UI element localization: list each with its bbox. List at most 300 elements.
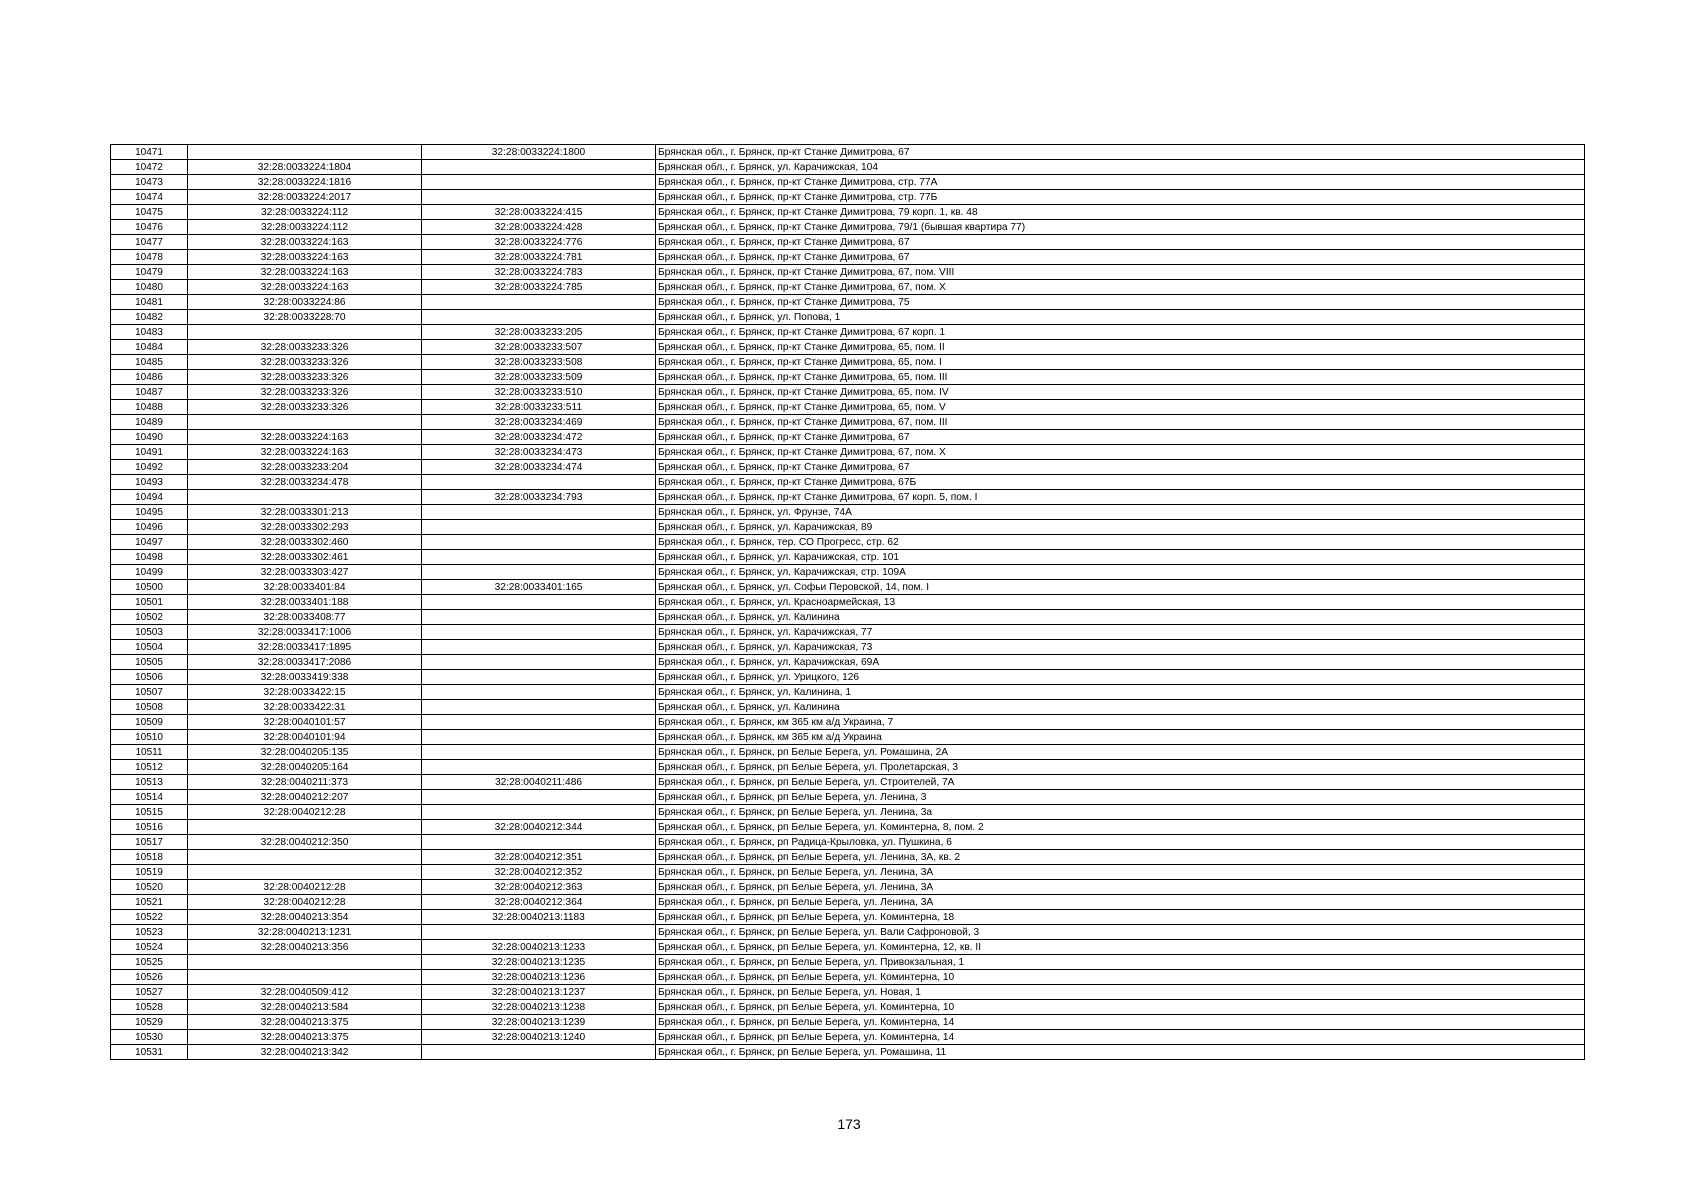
row-number-cell: 10529	[111, 1015, 188, 1030]
row-number-cell: 10519	[111, 865, 188, 880]
table-row	[111, 865, 1585, 880]
land-cadastral-number-cell: 32:28:0033224:163	[188, 430, 422, 445]
land-cadastral-number-cell	[188, 145, 422, 160]
object-cadastral-number-cell: 32:28:0040213:1239	[422, 1015, 656, 1030]
object-cadastral-number-cell	[422, 535, 656, 550]
row-number-cell: 10478	[111, 250, 188, 265]
land-cadastral-number-cell: 32:28:0033422:31	[188, 700, 422, 715]
row-number-cell: 10480	[111, 280, 188, 295]
row-number-cell: 10477	[111, 235, 188, 250]
address-cell: Брянская обл., г. Брянск, рп Белые Берега, ул. Коминтерна, 8, пом. 2	[656, 820, 1585, 835]
row-number-cell: 10476	[111, 220, 188, 235]
object-cadastral-number-cell: 32:28:0040213:1238	[422, 1000, 656, 1015]
table-row	[111, 580, 1585, 595]
address-cell: Брянская обл., г. Брянск, ул. Карачижская, стр. 101	[656, 550, 1585, 565]
table-row	[111, 940, 1585, 955]
row-number-cell: 10483	[111, 325, 188, 340]
address-cell: Брянская обл., г. Брянск, рп Белые Берега, ул. Ленина, 3	[656, 790, 1585, 805]
land-cadastral-number-cell: 32:28:0033224:163	[188, 445, 422, 460]
object-cadastral-number-cell: 32:28:0033224:1800	[422, 145, 656, 160]
object-cadastral-number-cell: 32:28:0033233:511	[422, 400, 656, 415]
land-cadastral-number-cell: 32:28:0040213:584	[188, 1000, 422, 1015]
row-number-cell: 10515	[111, 805, 188, 820]
table-row	[111, 355, 1585, 370]
address-cell: Брянская обл., г. Брянск, рп Белые Берега, ул. Коминтерна, 10	[656, 1000, 1585, 1015]
object-cadastral-number-cell	[422, 655, 656, 670]
row-number-cell: 10475	[111, 205, 188, 220]
address-cell: Брянская обл., г. Брянск, км 365 км а/д Украина, 7	[656, 715, 1585, 730]
table-row	[111, 475, 1585, 490]
row-number-cell: 10509	[111, 715, 188, 730]
address-cell: Брянская обл., г. Брянск, пр-кт Станке Димитрова, 67, пом. X	[656, 445, 1585, 460]
table-row	[111, 1015, 1585, 1030]
row-number-cell: 10497	[111, 535, 188, 550]
address-cell: Брянская обл., г. Брянск, рп Белые Берега, ул. Вали Сафроновой, 3	[656, 925, 1585, 940]
land-cadastral-number-cell: 32:28:0033419:338	[188, 670, 422, 685]
address-cell: Брянская обл., г. Брянск, ул. Карачижская, стр. 109А	[656, 565, 1585, 580]
table-row	[111, 340, 1585, 355]
object-cadastral-number-cell: 32:28:0040212:363	[422, 880, 656, 895]
row-number-cell: 10501	[111, 595, 188, 610]
address-cell: Брянская обл., г. Брянск, пр-кт Станке Димитрова, 67 корп. 5, пом. I	[656, 490, 1585, 505]
table-row	[111, 445, 1585, 460]
address-cell: Брянская обл., г. Брянск, пр-кт Станке Димитрова, 67	[656, 460, 1585, 475]
land-cadastral-number-cell: 32:28:0040212:350	[188, 835, 422, 850]
address-cell: Брянская обл., г. Брянск, ул. Карачижская, 104	[656, 160, 1585, 175]
address-cell: Брянская обл., г. Брянск, рп Белые Берега, ул. Коминтерна, 14	[656, 1030, 1585, 1045]
row-number-cell: 10498	[111, 550, 188, 565]
object-cadastral-number-cell: 32:28:0040212:344	[422, 820, 656, 835]
land-cadastral-number-cell: 32:28:0040213:375	[188, 1015, 422, 1030]
address-cell: Брянская обл., г. Брянск, пр-кт Станке Димитрова, 65, пом. III	[656, 370, 1585, 385]
land-cadastral-number-cell: 32:28:0040213:354	[188, 910, 422, 925]
row-number-cell: 10488	[111, 400, 188, 415]
row-number-cell: 10494	[111, 490, 188, 505]
land-cadastral-number-cell: 32:28:0040212:207	[188, 790, 422, 805]
address-cell: Брянская обл., г. Брянск, ул. Карачижская, 77	[656, 625, 1585, 640]
row-number-cell: 10521	[111, 895, 188, 910]
row-number-cell: 10531	[111, 1045, 188, 1060]
table-row	[111, 460, 1585, 475]
address-cell: Брянская обл., г. Брянск, рп Белые Берега, ул. Ромашина, 2А	[656, 745, 1585, 760]
object-cadastral-number-cell	[422, 700, 656, 715]
land-cadastral-number-cell: 32:28:0040509:412	[188, 985, 422, 1000]
row-number-cell: 10511	[111, 745, 188, 760]
row-number-cell: 10530	[111, 1030, 188, 1045]
land-cadastral-number-cell: 32:28:0033301:213	[188, 505, 422, 520]
row-number-cell: 10523	[111, 925, 188, 940]
row-number-cell: 10491	[111, 445, 188, 460]
row-number-cell: 10518	[111, 850, 188, 865]
table-row	[111, 775, 1585, 790]
table-row	[111, 640, 1585, 655]
address-cell: Брянская обл., г. Брянск, рп Белые Берега, ул. Пролетарская, 3	[656, 760, 1585, 775]
table-row	[111, 1000, 1585, 1015]
address-cell: Брянская обл., г. Брянск, пр-кт Станке Димитрова, 67Б	[656, 475, 1585, 490]
table-row	[111, 175, 1585, 190]
row-number-cell: 10504	[111, 640, 188, 655]
object-cadastral-number-cell: 32:28:0033224:783	[422, 265, 656, 280]
address-cell: Брянская обл., г. Брянск, пр-кт Станке Димитрова, 65, пом. IV	[656, 385, 1585, 400]
table-row	[111, 280, 1585, 295]
row-number-cell: 10516	[111, 820, 188, 835]
table-row	[111, 910, 1585, 925]
row-number-cell: 10525	[111, 955, 188, 970]
land-cadastral-number-cell: 32:28:0040212:28	[188, 880, 422, 895]
object-cadastral-number-cell	[422, 595, 656, 610]
land-cadastral-number-cell	[188, 325, 422, 340]
object-cadastral-number-cell	[422, 835, 656, 850]
object-cadastral-number-cell	[422, 730, 656, 745]
object-cadastral-number-cell	[422, 550, 656, 565]
address-cell: Брянская обл., г. Брянск, ул. Попова, 1	[656, 310, 1585, 325]
land-cadastral-number-cell: 32:28:0033233:326	[188, 370, 422, 385]
row-number-cell: 10493	[111, 475, 188, 490]
land-cadastral-number-cell: 32:28:0033408:77	[188, 610, 422, 625]
object-cadastral-number-cell	[422, 565, 656, 580]
land-cadastral-number-cell: 32:28:0033224:112	[188, 205, 422, 220]
table-row	[111, 970, 1585, 985]
address-cell: Брянская обл., г. Брянск, рп Белые Берега, ул. Привокзальная, 1	[656, 955, 1585, 970]
object-cadastral-number-cell	[422, 160, 656, 175]
address-cell: Брянская обл., г. Брянск, пр-кт Станке Димитрова, 67, пом. III	[656, 415, 1585, 430]
object-cadastral-number-cell: 32:28:0033233:507	[422, 340, 656, 355]
object-cadastral-number-cell	[422, 640, 656, 655]
row-number-cell: 10474	[111, 190, 188, 205]
object-cadastral-number-cell: 32:28:0033234:472	[422, 430, 656, 445]
address-cell: Брянская обл., г. Брянск, ул. Калинина	[656, 610, 1585, 625]
address-cell: Брянская обл., г. Брянск, пр-кт Станке Димитрова, 67	[656, 250, 1585, 265]
row-number-cell: 10503	[111, 625, 188, 640]
object-cadastral-number-cell: 32:28:0033233:205	[422, 325, 656, 340]
object-cadastral-number-cell	[422, 790, 656, 805]
row-number-cell: 10524	[111, 940, 188, 955]
address-cell: Брянская обл., г. Брянск, ул. Фрунзе, 74А	[656, 505, 1585, 520]
table-row	[111, 145, 1585, 160]
land-cadastral-number-cell: 32:28:0033233:204	[188, 460, 422, 475]
land-cadastral-number-cell: 32:28:0033224:112	[188, 220, 422, 235]
object-cadastral-number-cell: 32:28:0033224:781	[422, 250, 656, 265]
address-cell: Брянская обл., г. Брянск, рп Белые Берега, ул. Строителей, 7А	[656, 775, 1585, 790]
land-cadastral-number-cell: 32:28:0033233:326	[188, 340, 422, 355]
row-number-cell: 10486	[111, 370, 188, 385]
land-cadastral-number-cell: 32:28:0033224:163	[188, 280, 422, 295]
row-number-cell: 10473	[111, 175, 188, 190]
table-row	[111, 370, 1585, 385]
land-cadastral-number-cell: 32:28:0040205:164	[188, 760, 422, 775]
table-row	[111, 250, 1585, 265]
row-number-cell: 10471	[111, 145, 188, 160]
object-cadastral-number-cell: 32:28:0033234:793	[422, 490, 656, 505]
address-cell: Брянская обл., г. Брянск, км 365 км а/д Украина	[656, 730, 1585, 745]
table-row	[111, 295, 1585, 310]
address-cell: Брянская обл., г. Брянск, рп Радица-Крыловка, ул. Пушкина, 6	[656, 835, 1585, 850]
land-cadastral-number-cell: 32:28:0033224:1816	[188, 175, 422, 190]
address-cell: Брянская обл., г. Брянск, рп Белые Берега, ул. Коминтерна, 10	[656, 970, 1585, 985]
land-cadastral-number-cell: 32:28:0033224:86	[188, 295, 422, 310]
table-row	[111, 265, 1585, 280]
object-cadastral-number-cell: 32:28:0033401:165	[422, 580, 656, 595]
object-cadastral-number-cell: 32:28:0033233:508	[422, 355, 656, 370]
land-cadastral-number-cell: 32:28:0033233:326	[188, 400, 422, 415]
object-cadastral-number-cell	[422, 805, 656, 820]
address-cell: Брянская обл., г. Брянск, ул. Калинина, 1	[656, 685, 1585, 700]
row-number-cell: 10499	[111, 565, 188, 580]
land-cadastral-number-cell: 32:28:0033224:163	[188, 250, 422, 265]
land-cadastral-number-cell: 32:28:0040213:356	[188, 940, 422, 955]
land-cadastral-number-cell: 32:28:0033302:293	[188, 520, 422, 535]
object-cadastral-number-cell: 32:28:0040211:486	[422, 775, 656, 790]
page-number: 173	[837, 1116, 861, 1132]
table-row	[111, 550, 1585, 565]
row-number-cell: 10487	[111, 385, 188, 400]
address-cell: Брянская обл., г. Брянск, пр-кт Станке Димитрова, 67	[656, 145, 1585, 160]
land-cadastral-number-cell: 32:28:0040213:342	[188, 1045, 422, 1060]
land-cadastral-number-cell: 32:28:0033401:188	[188, 595, 422, 610]
object-cadastral-number-cell: 32:28:0033233:510	[422, 385, 656, 400]
object-cadastral-number-cell: 32:28:0033234:469	[422, 415, 656, 430]
table-row	[111, 235, 1585, 250]
table-row	[111, 685, 1585, 700]
row-number-cell: 10517	[111, 835, 188, 850]
table-row	[111, 160, 1585, 175]
object-cadastral-number-cell	[422, 760, 656, 775]
table-row	[111, 925, 1585, 940]
table-row	[111, 670, 1585, 685]
object-cadastral-number-cell	[422, 175, 656, 190]
address-cell: Брянская обл., г. Брянск, рп Белые Берега, ул. Ромашина, 11	[656, 1045, 1585, 1060]
object-cadastral-number-cell: 32:28:0040212:351	[422, 850, 656, 865]
table-row	[111, 790, 1585, 805]
address-cell: Брянская обл., г. Брянск, ул. Софьи Перовской, 14, пом. I	[656, 580, 1585, 595]
row-number-cell: 10505	[111, 655, 188, 670]
table-row	[111, 1030, 1585, 1045]
table-row	[111, 700, 1585, 715]
object-cadastral-number-cell	[422, 610, 656, 625]
land-cadastral-number-cell	[188, 415, 422, 430]
row-number-cell: 10508	[111, 700, 188, 715]
address-cell: Брянская обл., г. Брянск, пр-кт Станке Димитрова, стр. 77А	[656, 175, 1585, 190]
table-row	[111, 430, 1585, 445]
object-cadastral-number-cell: 32:28:0033234:474	[422, 460, 656, 475]
object-cadastral-number-cell: 32:28:0040213:1237	[422, 985, 656, 1000]
address-cell: Брянская обл., г. Брянск, пр-кт Станке Димитрова, 65, пом. I	[656, 355, 1585, 370]
land-cadastral-number-cell: 32:28:0040101:94	[188, 730, 422, 745]
address-cell: Брянская обл., г. Брянск, рп Белые Берега, ул. Ленина, 3А, кв. 2	[656, 850, 1585, 865]
row-number-cell: 10484	[111, 340, 188, 355]
table-row	[111, 1045, 1585, 1060]
table-row	[111, 715, 1585, 730]
address-cell: Брянская обл., г. Брянск, ул. Урицкого, 126	[656, 670, 1585, 685]
row-number-cell: 10514	[111, 790, 188, 805]
object-cadastral-number-cell: 32:28:0040213:1236	[422, 970, 656, 985]
land-cadastral-number-cell	[188, 850, 422, 865]
land-cadastral-number-cell: 32:28:0033417:2086	[188, 655, 422, 670]
object-cadastral-number-cell	[422, 685, 656, 700]
land-cadastral-number-cell: 32:28:0040211:373	[188, 775, 422, 790]
address-cell: Брянская обл., г. Брянск, пр-кт Станке Димитрова, 65, пом. V	[656, 400, 1585, 415]
row-number-cell: 10489	[111, 415, 188, 430]
table-row	[111, 850, 1585, 865]
address-cell: Брянская обл., г. Брянск, пр-кт Станке Димитрова, 67	[656, 430, 1585, 445]
row-number-cell: 10512	[111, 760, 188, 775]
address-cell: Брянская обл., г. Брянск, рп Белые Берега, ул. Коминтерна, 12, кв. II	[656, 940, 1585, 955]
address-cell: Брянская обл., г. Брянск, тер. СО Прогресс, стр. 62	[656, 535, 1585, 550]
land-cadastral-number-cell: 32:28:0033228:70	[188, 310, 422, 325]
object-cadastral-number-cell	[422, 295, 656, 310]
table-row	[111, 655, 1585, 670]
row-number-cell: 10527	[111, 985, 188, 1000]
land-cadastral-number-cell: 32:28:0033417:1895	[188, 640, 422, 655]
object-cadastral-number-cell: 32:28:0040213:1183	[422, 910, 656, 925]
table-row	[111, 190, 1585, 205]
land-cadastral-number-cell	[188, 820, 422, 835]
table-row	[111, 625, 1585, 640]
table-row	[111, 880, 1585, 895]
object-cadastral-number-cell	[422, 715, 656, 730]
land-cadastral-number-cell: 32:28:0040212:28	[188, 805, 422, 820]
address-cell: Брянская обл., г. Брянск, пр-кт Станке Димитрова, 67, пом. VIII	[656, 265, 1585, 280]
row-number-cell: 10520	[111, 880, 188, 895]
object-cadastral-number-cell: 32:28:0033224:415	[422, 205, 656, 220]
address-cell: Брянская обл., г. Брянск, рп Белые Берега, ул. Ленина, 3а	[656, 805, 1585, 820]
land-cadastral-number-cell: 32:28:0033302:461	[188, 550, 422, 565]
address-cell: Брянская обл., г. Брянск, рп Белые Берега, ул. Новая, 1	[656, 985, 1585, 1000]
row-number-cell: 10510	[111, 730, 188, 745]
object-cadastral-number-cell: 32:28:0040213:1235	[422, 955, 656, 970]
object-cadastral-number-cell	[422, 745, 656, 760]
address-cell: Брянская обл., г. Брянск, ул. Красноармейская, 13	[656, 595, 1585, 610]
address-cell: Брянская обл., г. Брянск, ул. Карачижская, 69А	[656, 655, 1585, 670]
table-row	[111, 760, 1585, 775]
row-number-cell: 10528	[111, 1000, 188, 1015]
row-number-cell: 10472	[111, 160, 188, 175]
row-number-cell: 10496	[111, 520, 188, 535]
land-cadastral-number-cell: 32:28:0040213:375	[188, 1030, 422, 1045]
row-number-cell: 10507	[111, 685, 188, 700]
row-number-cell: 10495	[111, 505, 188, 520]
address-cell: Брянская обл., г. Брянск, ул. Калинина	[656, 700, 1585, 715]
land-cadastral-number-cell: 32:28:0040205:135	[188, 745, 422, 760]
address-cell: Брянская обл., г. Брянск, пр-кт Станке Димитрова, 79 корп. 1, кв. 48	[656, 205, 1585, 220]
land-cadastral-number-cell: 32:28:0033422:15	[188, 685, 422, 700]
land-cadastral-number-cell: 32:28:0033224:1804	[188, 160, 422, 175]
table-row	[111, 220, 1585, 235]
land-cadastral-number-cell: 32:28:0033233:326	[188, 385, 422, 400]
table-row	[111, 310, 1585, 325]
row-number-cell: 10502	[111, 610, 188, 625]
address-cell: Брянская обл., г. Брянск, пр-кт Станке Димитрова, 65, пом. II	[656, 340, 1585, 355]
object-cadastral-number-cell	[422, 670, 656, 685]
row-number-cell: 10479	[111, 265, 188, 280]
table-row	[111, 205, 1585, 220]
object-cadastral-number-cell	[422, 190, 656, 205]
address-cell: Брянская обл., г. Брянск, пр-кт Станке Димитрова, 79/1 (бывшая квартира 77)	[656, 220, 1585, 235]
object-cadastral-number-cell	[422, 1045, 656, 1060]
land-cadastral-number-cell	[188, 955, 422, 970]
object-cadastral-number-cell: 32:28:0040212:364	[422, 895, 656, 910]
object-cadastral-number-cell	[422, 925, 656, 940]
address-cell: Брянская обл., г. Брянск, пр-кт Станке Димитрова, 67	[656, 235, 1585, 250]
land-cadastral-number-cell: 32:28:0033401:84	[188, 580, 422, 595]
object-cadastral-number-cell: 32:28:0033234:473	[422, 445, 656, 460]
object-cadastral-number-cell: 32:28:0033224:785	[422, 280, 656, 295]
register-table-body	[111, 145, 1585, 1060]
address-cell: Брянская обл., г. Брянск, пр-кт Станке Димитрова, стр. 77Б	[656, 190, 1585, 205]
table-row	[111, 535, 1585, 550]
table-row	[111, 820, 1585, 835]
land-cadastral-number-cell: 32:28:0033224:2017	[188, 190, 422, 205]
address-cell: Брянская обл., г. Брянск, рп Белые Берега, ул. Коминтерна, 14	[656, 1015, 1585, 1030]
row-number-cell: 10490	[111, 430, 188, 445]
object-cadastral-number-cell	[422, 625, 656, 640]
table-row	[111, 610, 1585, 625]
table-row	[111, 985, 1585, 1000]
land-cadastral-number-cell: 32:28:0033302:460	[188, 535, 422, 550]
table-row	[111, 490, 1585, 505]
row-number-cell: 10485	[111, 355, 188, 370]
land-cadastral-number-cell: 32:28:0033224:163	[188, 265, 422, 280]
land-cadastral-number-cell	[188, 970, 422, 985]
table-row	[111, 955, 1585, 970]
land-cadastral-number-cell: 32:28:0033224:163	[188, 235, 422, 250]
row-number-cell: 10522	[111, 910, 188, 925]
land-cadastral-number-cell	[188, 865, 422, 880]
row-number-cell: 10492	[111, 460, 188, 475]
address-cell: Брянская обл., г. Брянск, пр-кт Станке Димитрова, 67, пом. X	[656, 280, 1585, 295]
table-row	[111, 505, 1585, 520]
table-row	[111, 595, 1585, 610]
object-cadastral-number-cell: 32:28:0040213:1240	[422, 1030, 656, 1045]
object-cadastral-number-cell: 32:28:0033224:428	[422, 220, 656, 235]
address-cell: Брянская обл., г. Брянск, рп Белые Берега, ул. Ленина, 3А	[656, 865, 1585, 880]
land-cadastral-number-cell: 32:28:0033417:1006	[188, 625, 422, 640]
address-cell: Брянская обл., г. Брянск, пр-кт Станке Димитрова, 75	[656, 295, 1585, 310]
object-cadastral-number-cell	[422, 520, 656, 535]
address-cell: Брянская обл., г. Брянск, ул. Карачижская, 89	[656, 520, 1585, 535]
land-cadastral-number-cell: 32:28:0040213:1231	[188, 925, 422, 940]
table-row	[111, 730, 1585, 745]
table-row	[111, 325, 1585, 340]
property-register-table	[110, 144, 1585, 1060]
row-number-cell: 10500	[111, 580, 188, 595]
land-cadastral-number-cell: 32:28:0033233:326	[188, 355, 422, 370]
row-number-cell: 10526	[111, 970, 188, 985]
table-row	[111, 745, 1585, 760]
land-cadastral-number-cell: 32:28:0040212:28	[188, 895, 422, 910]
land-cadastral-number-cell: 32:28:0033234:478	[188, 475, 422, 490]
row-number-cell: 10482	[111, 310, 188, 325]
row-number-cell: 10481	[111, 295, 188, 310]
row-number-cell: 10506	[111, 670, 188, 685]
object-cadastral-number-cell: 32:28:0040213:1233	[422, 940, 656, 955]
object-cadastral-number-cell: 32:28:0033233:509	[422, 370, 656, 385]
land-cadastral-number-cell: 32:28:0040101:57	[188, 715, 422, 730]
object-cadastral-number-cell	[422, 475, 656, 490]
address-cell: Брянская обл., г. Брянск, ул. Карачижская, 73	[656, 640, 1585, 655]
table-row	[111, 895, 1585, 910]
object-cadastral-number-cell: 32:28:0040212:352	[422, 865, 656, 880]
table-row	[111, 805, 1585, 820]
table-row	[111, 385, 1585, 400]
table-row	[111, 415, 1585, 430]
row-number-cell: 10513	[111, 775, 188, 790]
land-cadastral-number-cell: 32:28:0033303:427	[188, 565, 422, 580]
table-row	[111, 835, 1585, 850]
address-cell: Брянская обл., г. Брянск, пр-кт Станке Димитрова, 67 корп. 1	[656, 325, 1585, 340]
object-cadastral-number-cell	[422, 310, 656, 325]
address-cell: Брянская обл., г. Брянск, рп Белые Берега, ул. Коминтерна, 18	[656, 910, 1585, 925]
